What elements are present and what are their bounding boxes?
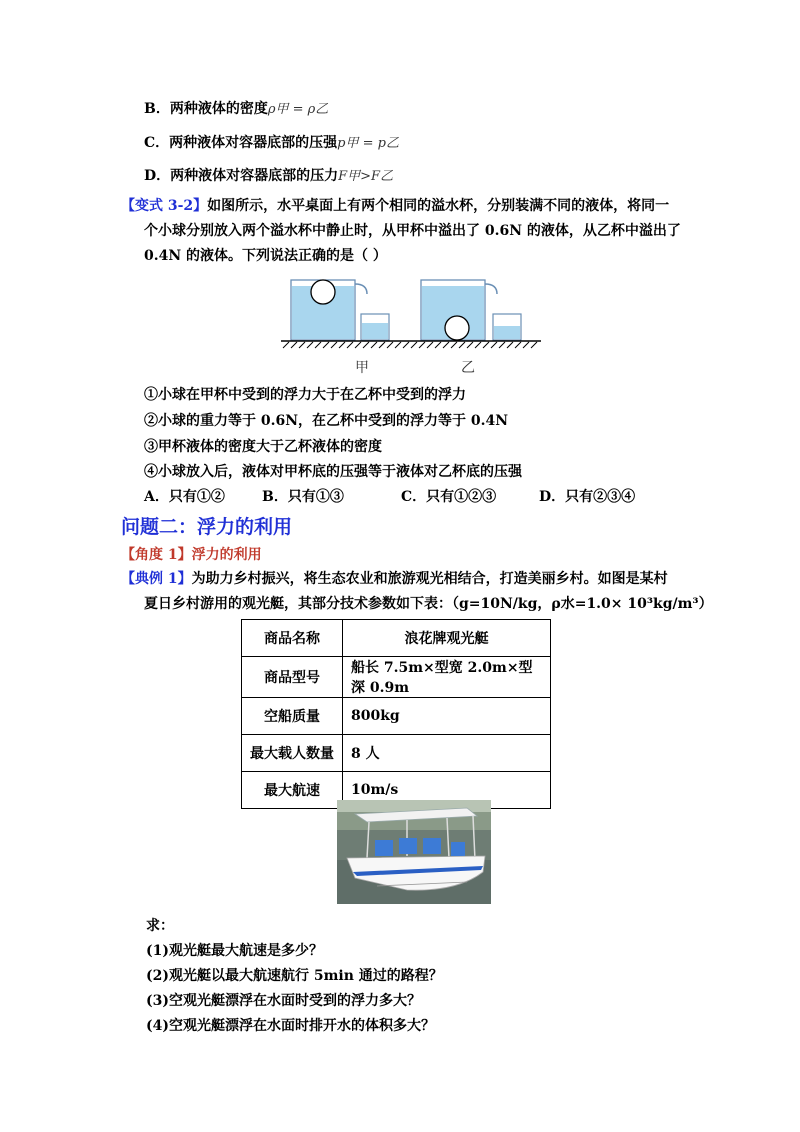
table-row	[242, 620, 551, 657]
variant-tag: 【变式 3-2】	[121, 198, 208, 214]
example-text-1: 为助力乡村振兴，将生态农业和旅游观光相结合，打造美丽乡村。如图是某村	[191, 571, 668, 587]
table-cell: 空船质量	[242, 698, 343, 735]
section-title: 问题二：浮力的利用	[121, 516, 293, 538]
option-b	[144, 99, 328, 120]
angle-line	[121, 545, 262, 565]
cup-jia	[291, 280, 367, 340]
variant-line-3: 0.4N 的液体。下列说法正确的是（ ）	[144, 248, 387, 264]
table-cell: 商品名称	[242, 620, 343, 657]
choice-d: D．只有②③④	[539, 489, 636, 505]
label-yi: 乙	[461, 360, 475, 376]
option-d-math: F甲>F乙	[338, 169, 394, 184]
table-cell: 最大载人数量	[242, 735, 343, 772]
option-b-math: ρ甲 = ρ乙	[267, 102, 329, 117]
questions-intro: 求：	[146, 918, 174, 934]
choice-a: A．只有①②	[144, 489, 225, 505]
label-jia: 甲	[355, 360, 369, 376]
table-row	[242, 735, 551, 772]
boat-photo	[337, 800, 491, 904]
question-1: (1)观光艇最大航速是多少？	[146, 943, 323, 959]
choice-b: B．只有①③	[262, 489, 344, 505]
option-b-text: B．两种液体的密度	[144, 101, 268, 117]
table-cell: 8 人	[343, 735, 551, 772]
question-3: (3)空观光艇漂浮在水面时受到的浮力多大？	[146, 993, 421, 1009]
question-4: (4)空观光艇漂浮在水面时排开水的体积多大？	[146, 1018, 435, 1034]
choice-c: C．只有①②③	[401, 489, 497, 505]
option-d-text: D．两种液体对容器底部的压力	[144, 168, 339, 184]
option-d	[144, 166, 393, 187]
overflow-cups-figure	[275, 268, 545, 380]
ball-jia	[311, 280, 335, 304]
angle-tag: 【角度 1】	[121, 547, 192, 563]
ball-yi	[445, 316, 469, 340]
table-cell: 浪花牌观光艇	[343, 620, 551, 657]
example-line-2: 夏日乡村游用的观光艇，其部分技术参数如下表：（g=10N/kg，ρ水=1.0× 10³kg/m³）	[144, 596, 713, 612]
table-cell: 船长 7.5m×型宽 2.0m×型深 0.9m	[343, 657, 551, 698]
angle-text: 浮力的利用	[191, 547, 262, 563]
option-c	[144, 133, 399, 154]
table-cell: 10m/s	[343, 772, 551, 809]
option-c-text: C．两种液体对容器底部的压强	[144, 135, 338, 151]
statement-4: ④小球放入后，液体对甲杯底的压强等于液体对乙杯底的压强	[144, 464, 522, 480]
option-c-math: p甲 = p乙	[337, 136, 399, 151]
variant-line-1	[121, 196, 669, 216]
table-cell: 商品型号	[242, 657, 343, 698]
spec-table	[241, 619, 551, 809]
variant-line-2: 个小球分别放入两个溢水杯中静止时，从甲杯中溢出了 0.6N 的液体，从乙杯中溢出了	[144, 223, 681, 239]
table-cell: 最大航速	[242, 772, 343, 809]
example-line-1	[121, 569, 668, 589]
question-2: (2)观光艇以最大航速航行 5min 通过的路程？	[146, 968, 443, 984]
table-cell: 800kg	[343, 698, 551, 735]
table-row	[242, 698, 551, 735]
example-tag: 【典例 1】	[121, 571, 192, 587]
statement-3: ③甲杯液体的密度大于乙杯液体的密度	[144, 439, 382, 455]
table-row	[242, 657, 551, 698]
cup-yi	[421, 280, 497, 340]
statement-2: ②小球的重力等于 0.6N，在乙杯中受到的浮力等于 0.4N	[144, 413, 509, 429]
statement-1: ①小球在甲杯中受到的浮力大于在乙杯中受到的浮力	[144, 387, 466, 403]
variant-text-1: 如图所示，水平桌面上有两个相同的溢水杯，分别装满不同的液体，将同一	[207, 198, 670, 214]
